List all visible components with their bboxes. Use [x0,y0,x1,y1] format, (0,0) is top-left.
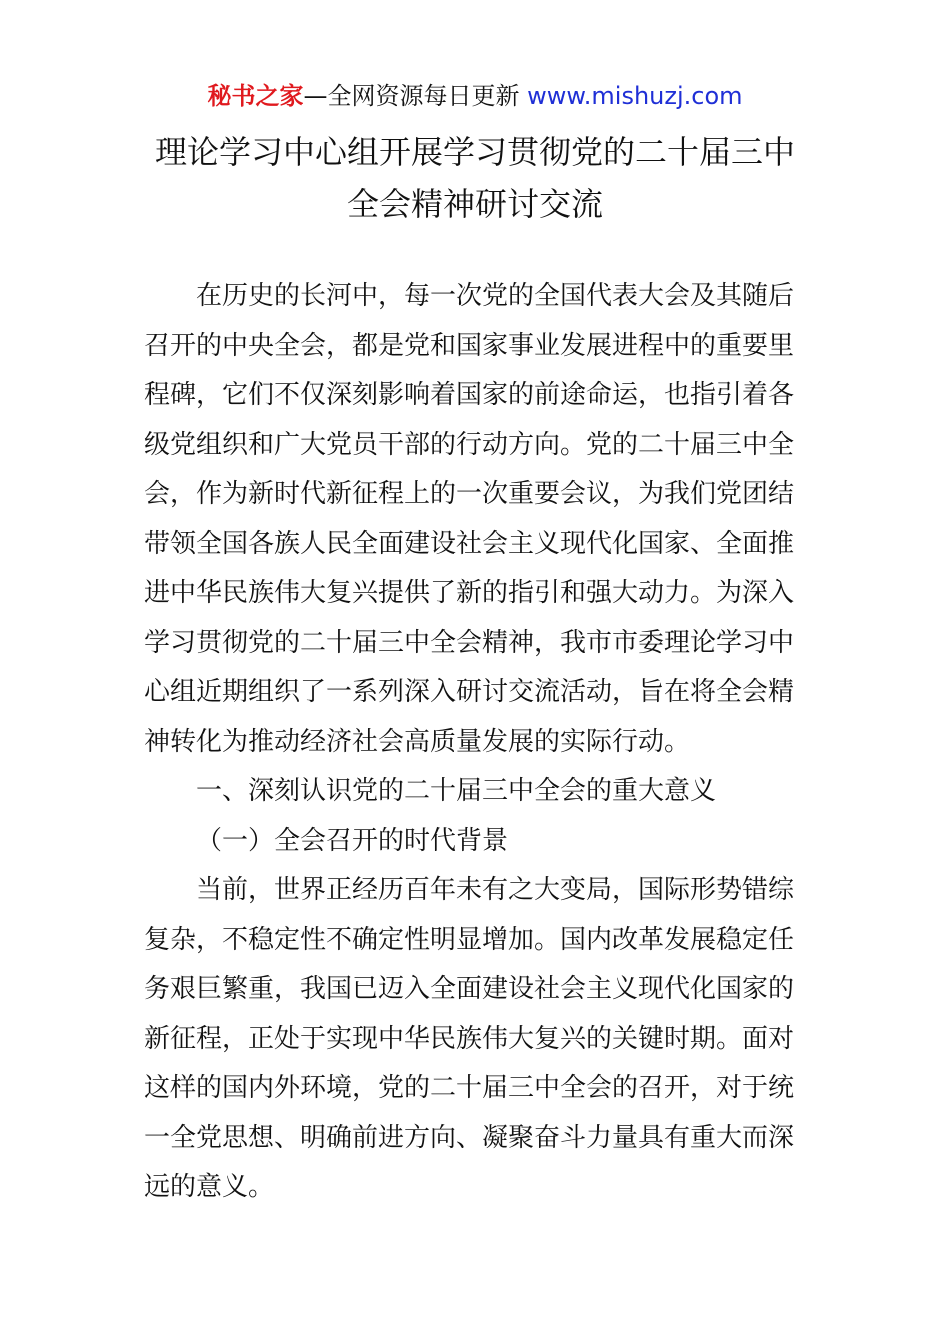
text-line: 在历史的长河中，每一次党的全国代表大会及其随后 [196,281,795,311]
section-heading: 一、深刻认识党的二十届三中全会的重大意义 [196,776,717,806]
text-line: 这样的国内外环境，党的二十届三中全会的召开，对于统 [144,1073,795,1103]
paragraph-background [144,866,808,1213]
text-line: 复杂，不稳定性不确定性明显增加。国内改革发展稳定任 [144,924,795,955]
text-line: 神转化为推动经济社会高质量发展的实际行动。 [144,726,691,757]
document-body [144,272,808,1213]
site-url-link[interactable]: www.mishuzj.com [527,82,743,110]
paragraph-intro [144,272,808,767]
text-line: 务艰巨繁重，我国已迈入全面建设社会主义现代化国家的 [144,974,795,1004]
subsection-heading: （一）全会召开的时代背景 [196,825,509,856]
text-line: 远的意义。 [144,1172,275,1202]
text-line: 带领全国各族人民全面建设社会主义现代化国家、全面推 [144,528,795,559]
text-line: 心组近期组织了一系列深入研讨交流活动，旨在将全会精 [144,677,795,707]
brand-name: 秘书之家 [207,82,304,110]
site-header [0,80,950,112]
text-line: 进中华民族伟大复兴提供了新的指引和强大动力。为深入 [144,578,795,608]
text-line: 会，作为新时代新征程上的一次重要会议，为我们党团结 [144,479,795,509]
text-line: 召开的中央全会，都是党和国家事业发展进程中的重要里 [144,330,795,361]
document-title [0,126,950,230]
text-line: 一全党思想、明确前进方向、凝聚奋斗力量具有重大而深 [144,1122,795,1153]
text-line: 程碑，它们不仅深刻影响着国家的前途命运，也指引着各 [144,380,795,410]
title-line-2: 全会精神研讨交流 [346,185,603,223]
text-line: 学习贯彻党的二十届三中全会精神，我市市委理论学习中 [144,627,795,658]
text-line: 当前，世界正经历百年未有之大变局，国际形势错综 [196,875,795,905]
text-line: 新征程，正处于实现中华民族伟大复兴的关键时期。面对 [144,1023,795,1054]
title-line-1: 理论学习中心组开展学习贯彻党的二十届三中 [154,133,795,171]
site-tagline: —全网资源每日更新 [303,82,528,110]
text-line: 级党组织和广大党员干部的行动方向。党的二十届三中全 [144,429,795,460]
